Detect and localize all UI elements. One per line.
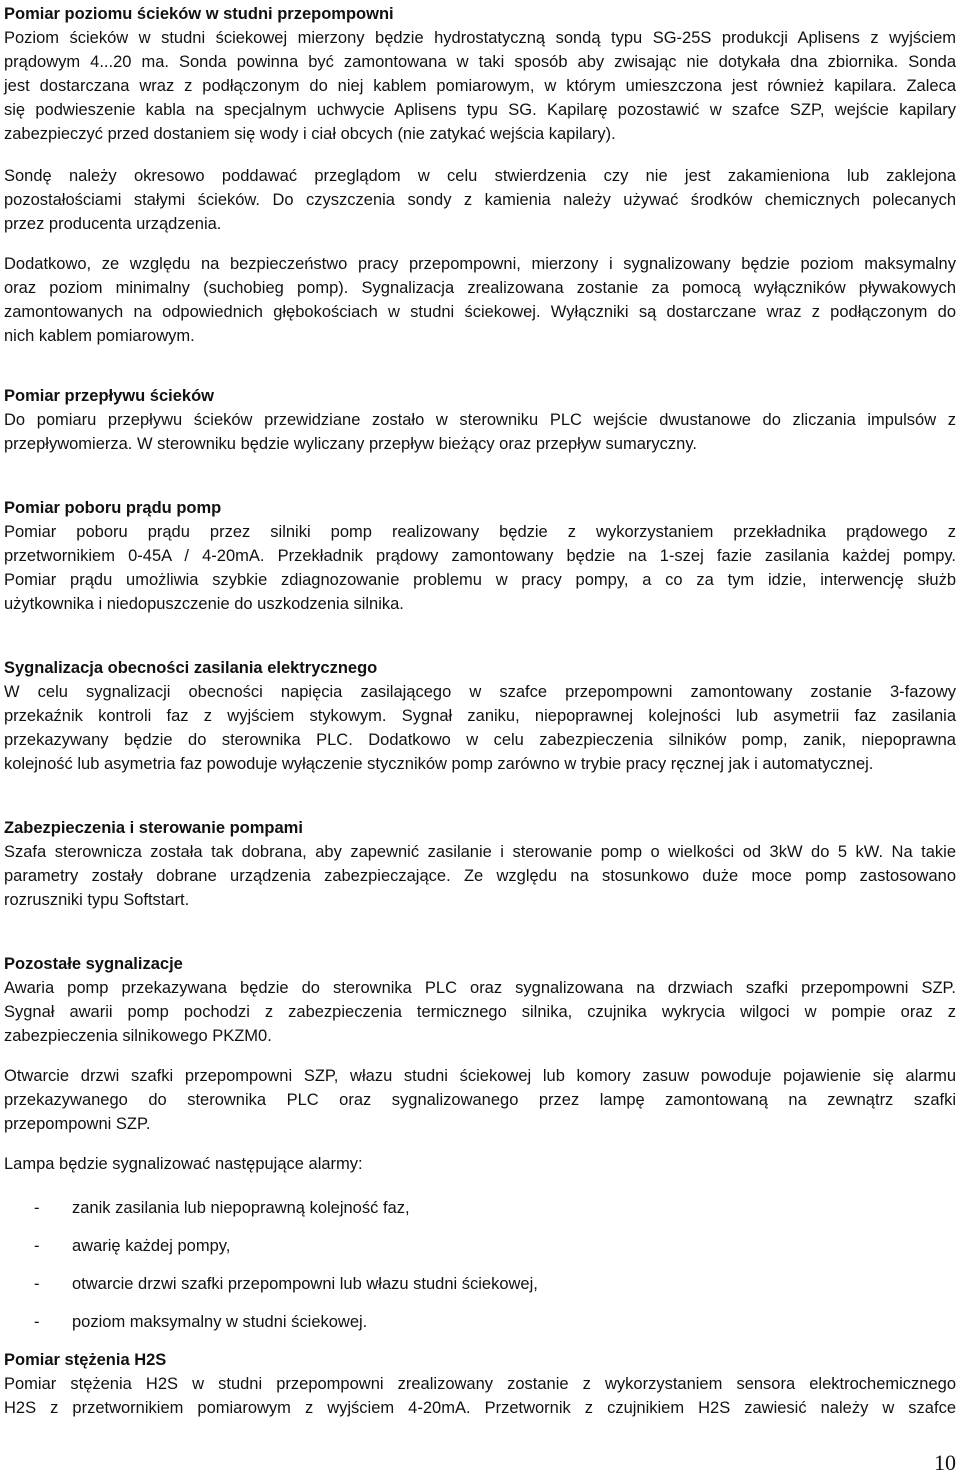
section-heading: Pomiar poziomu ścieków w studni przepompowni [4, 5, 394, 23]
list-bullet: - [34, 1313, 40, 1331]
list-item [4, 1234, 956, 1258]
paragraph-line: użytkownika i niedopuszczenie do uszkodzenia silnika. [4, 595, 404, 613]
paragraph-line: zabezpieczyć przed dostaniem się wody i ciał obcych (nie zatykać wejścia kapilary). [4, 125, 616, 143]
section-heading: Pomiar stężenia H2S [4, 1351, 167, 1369]
paragraph-line: jest dostarczana wraz z podłączonym do niej kablem pomiarowym, w którym umieszczona jest również kapilara. Zaleca [4, 77, 956, 95]
paragraph-line: oraz poziom minimalny (suchobieg pomp). Sygnalizacja zrealizowana zostanie za pomocą wyłączników pływakowych [4, 279, 956, 297]
paragraph-line: przepompowni SZP. [4, 1115, 151, 1133]
list-bullet: - [34, 1237, 40, 1255]
paragraph-line: przekazywanego do sterownika PLC oraz sygnalizowanego przez lampę zamontowaną na zewnątrz szafki [4, 1091, 956, 1109]
paragraph-line: nich kablem pomiarowym. [4, 327, 195, 345]
paragraph-line: zabezpieczenia silnikowego PKZM0. [4, 1027, 272, 1045]
page-number: 10 [934, 1450, 956, 1475]
paragraph-line: rozruszniki typu Softstart. [4, 891, 190, 909]
section-heading: Zabezpieczenia i sterowanie pompami [4, 819, 303, 837]
section-heading: Pomiar poboru prądu pomp [4, 499, 222, 517]
paragraph-line: H2S z przetwornikiem pomiarowym z wyjściem 4-20mA. Przetwornik z czujnikiem H2S zawiesić należy w szafce [4, 1399, 956, 1417]
paragraph-line: Do pomiaru przepływu ścieków przewidziane zostało w sterowniku PLC wejście dwustanowe do zliczania impulsów z [4, 411, 956, 429]
paragraph-line: Otwarcie drzwi szafki przepompowni SZP, włazu studni ściekowej lub komory zasuw powoduje pojawienie się alarmu [4, 1067, 956, 1085]
paragraph-line: przez producenta urządzenia. [4, 215, 222, 233]
paragraph-line: przepływomierza. W sterowniku będzie wyliczany przepływ bieżący oraz przepływ sumaryczny. [4, 435, 697, 453]
paragraph-line: przekazywany będzie do sterownika PLC. Dodatkowo w celu zabezpieczenia silników pomp, zanik, niepoprawna [4, 731, 956, 749]
paragraph-line: zamontowanych na odpowiednich głębokościach w studni ściekowej. Wyłączniki są dostarczane wraz z podłączonym do [4, 303, 956, 321]
paragraph-line: Dodatkowo, ze względu na bezpieczeństwo pracy przepompowni, mierzony i sygnalizowany będzie poziom maksymalny [4, 255, 956, 273]
list-item [4, 1272, 956, 1296]
paragraph-line: Awaria pomp przekazywana będzie do sterownika PLC oraz sygnalizowana na drzwiach szafki przepompowni SZP. [4, 979, 956, 997]
paragraph-line: Szafa sterownicza została tak dobrana, aby zapewnić zasilanie i sterowanie pomp o wielkości od 3kW do 5 kW. Na takie [4, 843, 956, 861]
paragraph-line: Sondę należy okresowo poddawać przeglądom w celu stwierdzenia czy nie jest zakamieniona lub zaklejona [4, 167, 956, 185]
list-bullet: - [34, 1275, 40, 1293]
list-item-text: zanik zasilania lub niepoprawną kolejność faz, [72, 1199, 410, 1217]
paragraph-line: przetwornikiem 0-45A / 4-20mA. Przekładnik prądowy zamontowany będzie na 1-szej fazie zasilania każdej pompy. [4, 547, 956, 565]
paragraph-line: Lampa będzie sygnalizować następujące alarmy: [4, 1155, 363, 1173]
paragraph-line: W celu sygnalizacji obecności napięcia zasilającego w szafce przepompowni zamontowany zostanie 3-fazowy [4, 683, 956, 701]
paragraph-line: kolejność lub asymetria faz powoduje wyłączenie styczników pomp zarówno w trybie pracy ręcznej jak i automatycznej. [4, 755, 874, 773]
section-heading: Pomiar przepływu ścieków [4, 387, 214, 405]
section-heading: Sygnalizacja obecności zasilania elektrycznego [4, 659, 378, 677]
list-bullet: - [34, 1199, 40, 1217]
list-item-text: otwarcie drzwi szafki przepompowni lub włazu studni ściekowej, [72, 1275, 538, 1293]
paragraph-line: parametry zostały dobrane urządzenia zabezpieczające. Ze względu na stosunkowo duże moce pomp zastosowano [4, 867, 956, 885]
section-heading: Pozostałe sygnalizacje [4, 955, 183, 973]
paragraph-line: Pomiar prądu umożliwia szybkie zdiagnozowanie problemu w pracy pompy, a co za tym idzie, interwencję służb [4, 571, 956, 589]
list-item-text: awarię każdej pompy, [72, 1237, 231, 1255]
list-item [4, 1196, 956, 1220]
paragraph-line: przekaźnik kontroli faz z wyjściem stykowym. Sygnał zaniku, niepoprawnej kolejności lub asymetrii faz zasilania [4, 707, 956, 725]
paragraph-line: pozostałościami stałymi ścieków. Do czyszczenia sondy z kamienia należy używać środków chemicznych polecanych [4, 191, 956, 209]
paragraph-line: Pomiar stężenia H2S w studni przepompowni zrealizowany zostanie z wykorzystaniem sensora elektrochemicznego [4, 1375, 956, 1393]
list-item-text: poziom maksymalny w studni ściekowej. [72, 1313, 368, 1331]
paragraph-line: Poziom ścieków w studni ściekowej mierzony będzie hydrostatyczną sondą typu SG-25S produkcji Aplisens z wyjściem [4, 29, 956, 47]
paragraph-line: się podwieszenie kabla na specjalnym uchwycie Aplisens typu SG. Kapilarę pozostawić w szafce SZP, wejście kapilary [4, 101, 956, 119]
paragraph-line: prądowym 4...20 ma. Sonda powinna być zamontowana w taki sposób aby zwisając nie dotykała dna zbiornika. Sonda [4, 53, 956, 71]
paragraph-line: Sygnał awarii pomp pochodzi z zabezpieczenia termicznego silnika, czujnika wykrycia wilgoci w pompie oraz z [4, 1003, 956, 1021]
list-item [4, 1310, 956, 1334]
paragraph-line: Pomiar poboru prądu przez silniki pomp realizowany będzie z wykorzystaniem przekładnika prądowego z [4, 523, 956, 541]
